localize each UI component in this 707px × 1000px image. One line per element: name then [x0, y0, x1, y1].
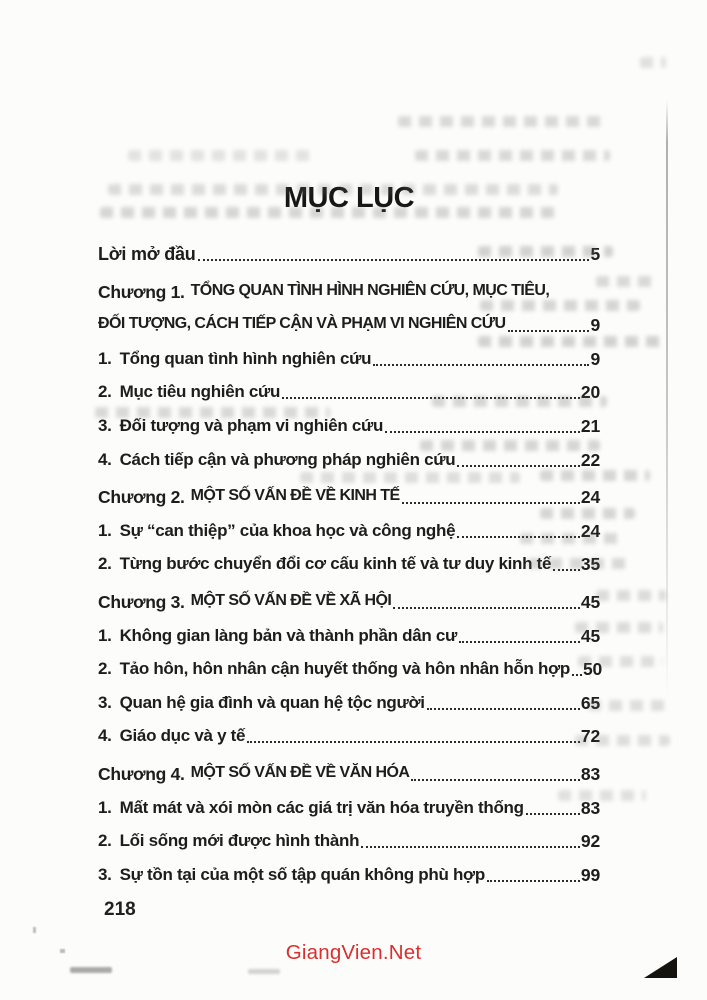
toc-entry-title: Mất mát và xói mòn các giá trị văn hóa truyền thống [119, 797, 524, 817]
scan-edge-line [666, 100, 668, 700]
toc-entry-title: Quan hệ gia đình và quan hệ tộc người [119, 692, 425, 712]
dot-leader [361, 831, 580, 848]
dot-leader [459, 626, 580, 643]
toc-entry-prefix: 4. [98, 726, 112, 746]
bleedthrough-artifact [575, 622, 663, 633]
toc-entry-title: Sự tồn tại của một số tập quán không phù hợp [119, 864, 485, 884]
bleedthrough-artifact [108, 184, 558, 195]
toc-entry-prefix: 1. [98, 520, 112, 540]
scan-smudge [248, 969, 280, 974]
bleedthrough-artifact [578, 656, 663, 667]
toc-entry-prefix: 4. [98, 449, 112, 469]
toc-entry-title: Mục tiêu nghiên cứu [119, 382, 281, 402]
scan-speck [33, 927, 36, 933]
bleedthrough-artifact [398, 116, 603, 127]
toc-entry-prefix: 2. [98, 831, 112, 851]
bleedthrough-artifact [588, 700, 668, 711]
toc-entry-title: Giáo dục và y tế [119, 726, 246, 746]
dot-leader [402, 487, 580, 504]
toc-entry-page-number: 65 [580, 692, 600, 713]
toc-entry-title: Tảo hôn, hôn nhân cận huyết thống và hôn nhân hỗn hợp [119, 659, 571, 679]
bleedthrough-artifact [575, 735, 670, 746]
bleedthrough-artifact [415, 150, 610, 161]
toc-row [98, 487, 600, 521]
folio-page-number: 218 [104, 899, 136, 920]
toc-entry-prefix: 3. [98, 692, 112, 712]
page-title: MỤC LỤC [283, 182, 415, 215]
toc-row [98, 764, 600, 798]
toc-entry-page-number: 92 [580, 831, 600, 852]
dot-leader [385, 416, 580, 433]
dot-leader [508, 315, 590, 332]
toc-entry-prefix: Chương 3. [98, 591, 185, 612]
toc-row [98, 693, 600, 727]
toc-entry-page-number: 24 [580, 520, 600, 541]
dot-leader [247, 726, 580, 743]
toc-entry-prefix: 1. [98, 348, 112, 368]
toc-row [98, 626, 600, 660]
bleedthrough-artifact [558, 790, 646, 801]
toc-row [98, 726, 600, 760]
dot-leader [393, 592, 580, 609]
bleedthrough-artifact [432, 396, 607, 407]
toc-row [98, 554, 600, 588]
dot-leader [487, 865, 580, 882]
toc-entry-page-number: 5 [590, 244, 600, 264]
toc-entry-page-number: 9 [590, 315, 600, 336]
toc-entry-title: TỔNG QUAN TÌNH HÌNH NGHIÊN CỨU, MỤC TIÊU, [190, 281, 550, 299]
bleedthrough-artifact [640, 57, 666, 68]
bleedthrough-artifact [420, 440, 600, 451]
toc-entry-page-number: 99 [580, 864, 600, 885]
scan-smudge [70, 967, 112, 973]
bleedthrough-artifact [540, 508, 635, 519]
toc-entry-page-number: 83 [580, 797, 600, 818]
toc-row [98, 349, 600, 383]
toc-entry-prefix: 3. [98, 415, 112, 435]
toc-entry-prefix: 1. [98, 625, 112, 645]
toc-entry-page-number: 50 [583, 659, 603, 680]
toc-entry-title: Sự “can thiệp” của khoa học và công nghệ [119, 520, 456, 540]
toc-entry-page-number: 83 [580, 763, 600, 784]
toc-entry-title: ĐỐI TƯỢNG, CÁCH TIẾP CẬN VÀ PHẠM VI NGHIÊN CỨU [98, 315, 506, 333]
toc-row [98, 659, 603, 693]
bleedthrough-artifact [528, 558, 628, 569]
toc-entry-title: Cách tiếp cận và phương pháp nghiên cứu [119, 449, 456, 469]
toc-entry-title: Lối sống mới được hình thành [119, 831, 360, 851]
bleedthrough-artifact [100, 207, 555, 218]
toc-entry-title: Lời mở đầu [98, 244, 196, 264]
toc-entry-title: Không gian làng bản và thành phần dân cư [119, 625, 458, 645]
toc-entry-page-number: 9 [590, 348, 600, 369]
toc-entry-page-number: 24 [580, 487, 600, 508]
toc-entry-title: Tổng quan tình hình nghiên cứu [119, 348, 372, 368]
toc-entry-page-number: 45 [580, 625, 600, 646]
toc-entry-title: Đối tượng và phạm vi nghiên cứu [119, 415, 384, 435]
toc-entry-title: MỘT SỐ VẤN ĐỀ VỀ KINH TẾ [190, 487, 400, 505]
toc-entry-title: Từng bước chuyển đổi cơ cấu kinh tế và tư duy kinh tế [119, 554, 552, 574]
toc-entry-prefix: 3. [98, 864, 112, 884]
bleedthrough-artifact [300, 472, 520, 483]
bleedthrough-artifact [596, 276, 658, 287]
dot-leader [457, 450, 580, 467]
toc-row [98, 798, 600, 832]
toc-entry-prefix: 1. [98, 797, 112, 817]
toc-entry-title: MỘT SỐ VẤN ĐỀ VỀ VĂN HÓA [190, 763, 410, 781]
toc-entry-prefix: Chương 1. [98, 281, 185, 302]
toc-entry-prefix: 2. [98, 382, 112, 402]
bleedthrough-artifact [128, 150, 313, 161]
bleedthrough-artifact [95, 407, 330, 418]
toc-entry-prefix: Chương 2. [98, 487, 185, 508]
toc-entry-title: MỘT SỐ VẤN ĐỀ VỀ XÃ HỘI [190, 591, 392, 609]
toc-entry-page-number: 35 [580, 554, 600, 575]
bleedthrough-artifact [480, 300, 640, 311]
toc-entry-prefix: 2. [98, 659, 112, 679]
watermark-text: GiangVien.Net [285, 941, 422, 964]
bleedthrough-artifact [540, 470, 650, 481]
dot-leader [411, 764, 580, 781]
toc-entry-page-number: 20 [580, 382, 600, 403]
bleedthrough-artifact [478, 246, 613, 257]
bleedthrough-artifact [478, 336, 663, 347]
toc-entry-prefix: 2. [98, 554, 112, 574]
toc-entry-page-number: 72 [580, 726, 600, 747]
bleedthrough-artifact [520, 533, 625, 544]
toc-row [98, 592, 600, 626]
scan-speck [60, 949, 65, 953]
dot-leader [427, 693, 580, 710]
bleedthrough-artifact [596, 590, 666, 601]
toc-entry-page-number: 22 [580, 449, 600, 470]
toc-entry-page-number: 21 [580, 415, 600, 436]
toc-row [98, 831, 600, 865]
toc-row [98, 865, 600, 899]
dot-leader [373, 349, 589, 366]
toc-entry-prefix: Chương 4. [98, 763, 185, 784]
toc-entry-page-number: 45 [580, 591, 600, 612]
